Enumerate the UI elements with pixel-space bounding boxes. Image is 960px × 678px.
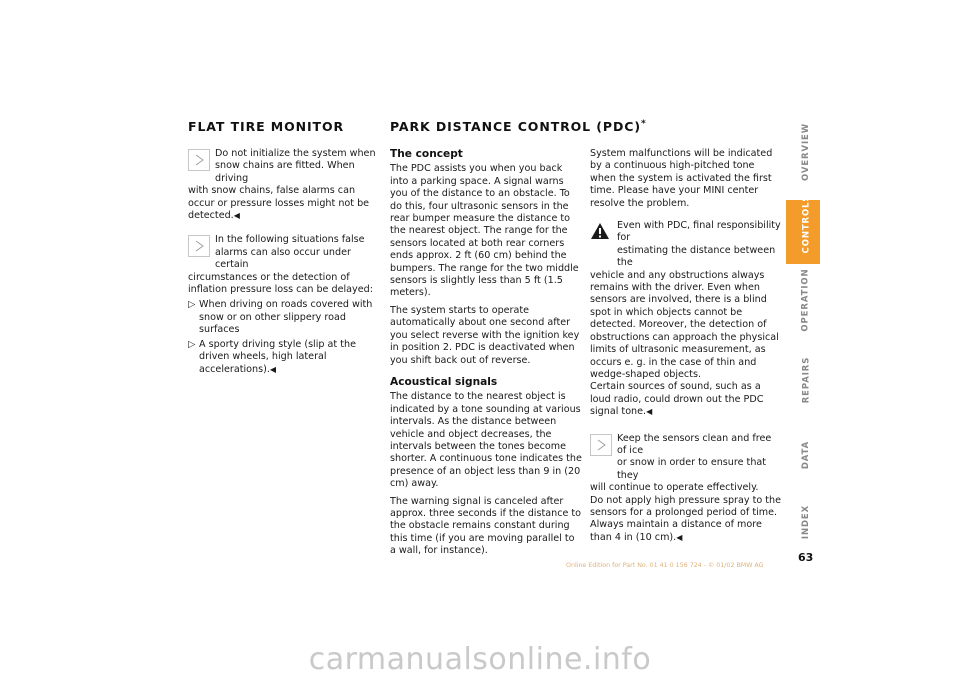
note-text: circumstances or the detection of inflation pressure loss can be delayed: (188, 271, 373, 296)
right-column (590, 148, 782, 544)
middle-column (390, 148, 583, 563)
warning-text-line: Even with PDC, final responsibility for (617, 220, 781, 244)
paragraph: System malfunctions will be indicated by a continuous high-pitched tone when the system is activated the first time. Please have your MINI center resolve the problem. (590, 148, 773, 209)
note-text: with snow chains, false alarms can occur or pressure losses might not be detected. (188, 185, 370, 222)
note-block (188, 148, 381, 222)
optional-equipment-star: * (640, 119, 647, 129)
list-item: ▷ A sporty driving style (slip at the driven wheels, high lateral accelerations).◀ (188, 338, 356, 375)
note-text-line: alarms can also occur under certain (215, 246, 351, 271)
note-text: Do not apply high pressure spray to the sensors for a prolonged period of time. (590, 494, 782, 518)
list-marker-icon: ▷ (188, 338, 196, 350)
note-block (188, 234, 381, 296)
subheading-acoustical-signals: Acoustical signals (390, 375, 498, 388)
note-text-line: Do not initialize the system when (215, 148, 376, 159)
note-arrow-icon (188, 235, 210, 261)
paragraph: The warning signal is canceled after approx. three seconds if the distance to the obstacle remains constant during this time (if you are moving parallel to a wall, for instance). (390, 495, 582, 557)
note-text: Always maintain a distance of more than 4 in (10 cm). (590, 519, 762, 543)
page-number: 63 (798, 551, 814, 564)
warning-block (590, 220, 782, 419)
note-arrow-icon (188, 149, 210, 175)
paragraph: The PDC assists you when you back into a parking space. A signal warns you of the distance to an obstacle. To do this, four ultrasonic sensors in the rear bumper measure the distance to the nearest object. The range for the sensors located at both rear corners ends approx. 2 ft (60 cm) behind the bumpers. The range for the two middle sensors is slightly less than 5 ft (1.5 meters). (390, 163, 579, 299)
warning-text: vehicle and any obstructions always remains with the driver. Even when sensors are involved, there is a blind spot in which objects cannot be detected. Moreover, the detection of obstructions can approach the physical limits of ultrasonic measurement, as occurs e. g. in the case of thin and wedge-shaped objects. (590, 269, 779, 380)
list-item: ▷ When driving on roads covered with snow or on other slippery road surfaces (188, 299, 373, 336)
paragraph: The system starts to operate automatically about one second after you select reverse with the ignition key in position 2. PDC is deactivated when you shift back out of reverse. (390, 304, 580, 366)
warning-icon (590, 222, 610, 244)
note-text-line: snow chains are fitted. When driving (215, 160, 355, 184)
warning-text: Certain sources of sound, such as a loud radio, could drown out the PDC signal tone. (590, 381, 764, 418)
chapter-tabs: OVERVIEW CONTROLS OPERATION REPAIRS DATA INDEX (786, 100, 820, 530)
note-arrow-icon (590, 434, 612, 460)
end-mark: ◀ (646, 407, 653, 417)
footer-edition-note: Online Edition for Part No. 01 41 0 156 724 - © 01/02 BMW AG (566, 562, 764, 569)
subheading-concept: The concept (390, 148, 463, 160)
note-text-line: or snow in order to ensure that they (617, 457, 767, 481)
note-text-line: Keep the sensors clean and free of ice (617, 432, 772, 456)
section-heading-flat-tire-monitor: FLAT TIRE MONITOR (188, 119, 345, 134)
paragraph: The distance to the nearest object is indicated by a tone sounding at various intervals. As the distance between vehicle and object decreases, the intervals between the tones become shorter. A continuous tone indicates the presence of an object less than 9 in (20 cm) away. (390, 391, 582, 490)
warning-text-line: estimating the distance between the (617, 244, 776, 269)
situation-list (188, 299, 381, 375)
end-mark: ◀ (233, 211, 240, 221)
left-column (188, 148, 381, 378)
end-mark: ◀ (676, 532, 683, 542)
section-heading-pdc: PARK DISTANCE CONTROL (PDC)* (390, 119, 647, 135)
list-marker-icon: ▷ (188, 299, 196, 311)
note-text: will continue to operate effectively. (590, 482, 759, 494)
note-text-line: In the following situations false (215, 234, 365, 246)
note-block (590, 433, 782, 545)
end-mark: ◀ (269, 364, 277, 374)
watermark: carmanualsonline.info (308, 642, 652, 677)
